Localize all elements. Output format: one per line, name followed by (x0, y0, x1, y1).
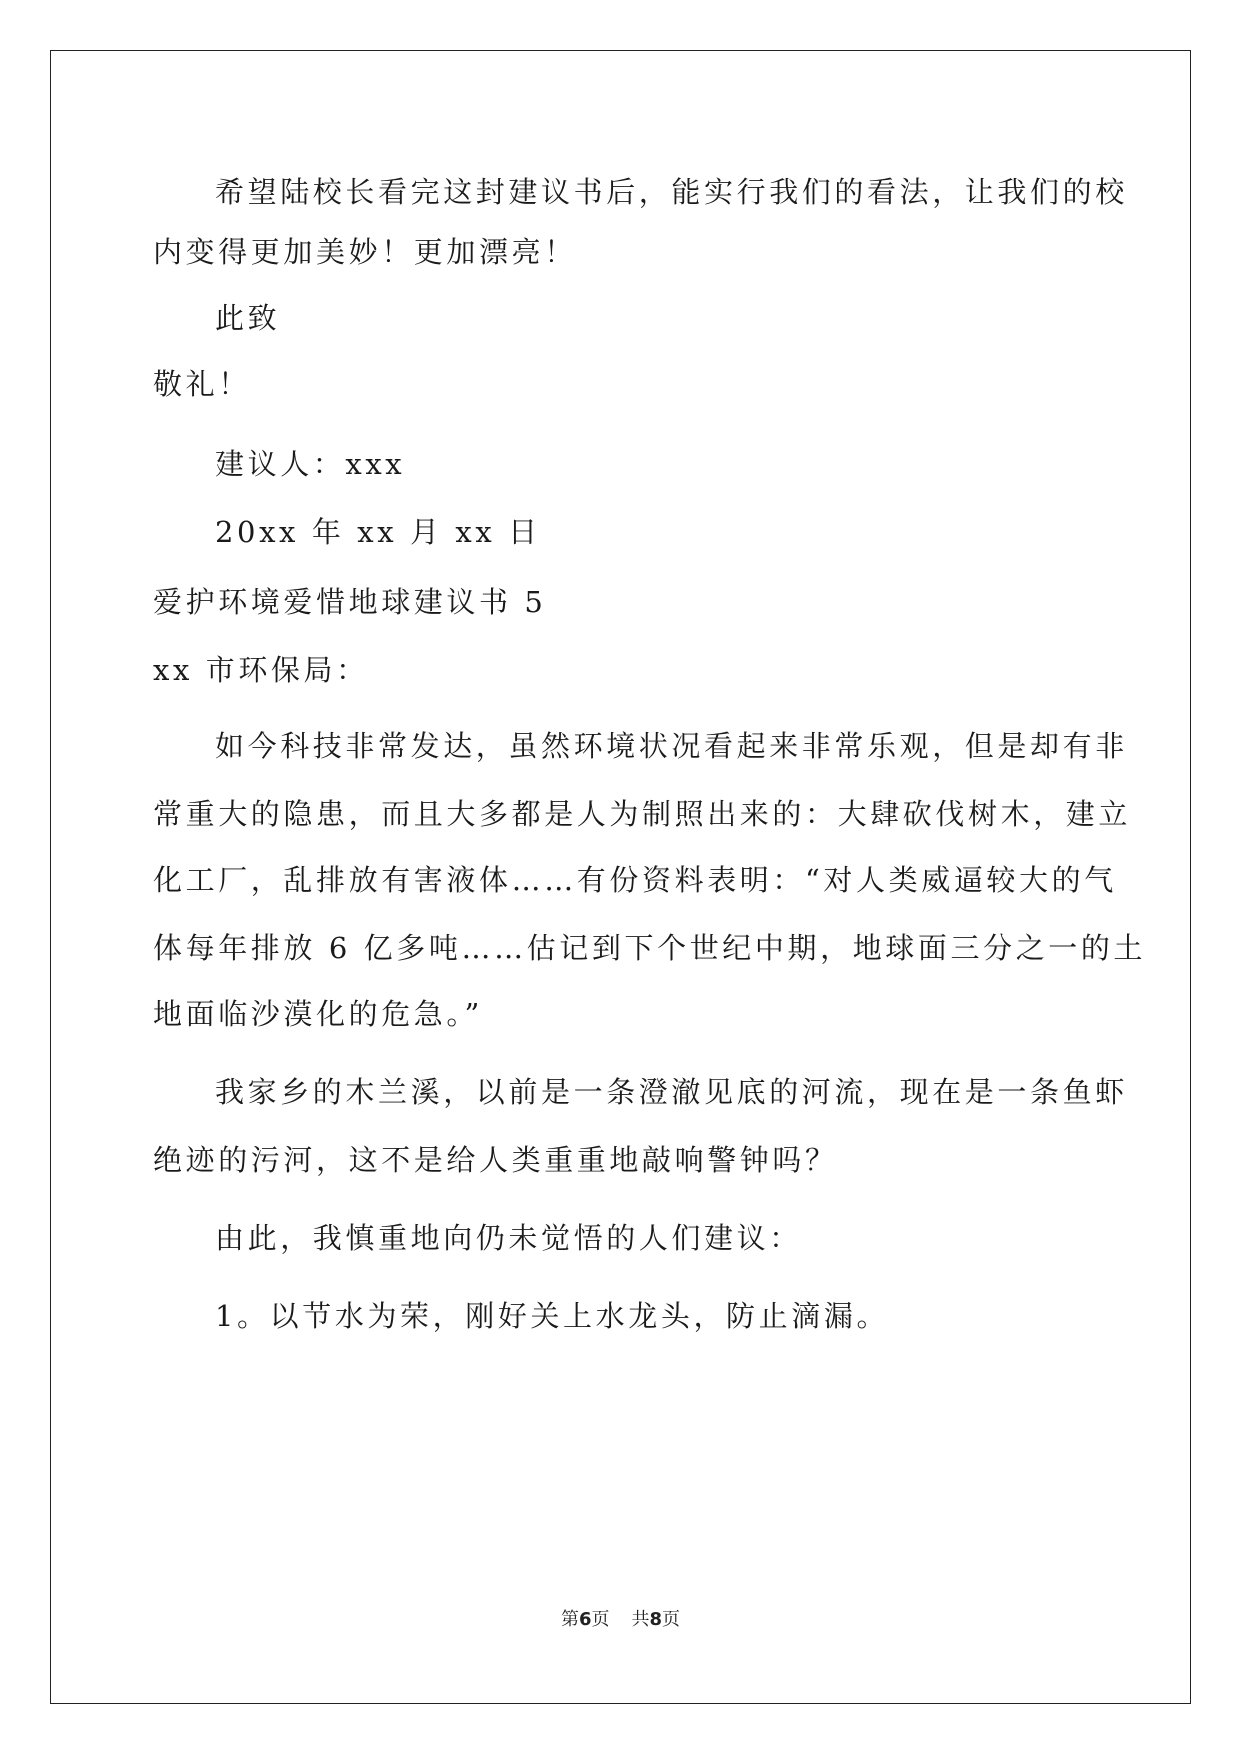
signatory: 建议人：xxx (215, 447, 406, 481)
body-line-10: 由此，我慎重地向仍未觉悟的人们建议： (215, 1221, 802, 1255)
body-line-8: 我家乡的木兰溪，以前是一条澄澈见底的河流，现在是一条鱼虾 (215, 1075, 1128, 1109)
footer-total-unit: 页 (662, 1609, 681, 1630)
body-line-2: 内变得更加美妙！更加漂亮！ (153, 235, 577, 269)
suggestion-item-1: 1。以节水为荣，刚好关上水龙头，防止滴漏。 (215, 1299, 890, 1333)
footer-page-number: 6 (578, 1609, 592, 1630)
body-line-1: 希望陆校长看完这封建议书后，能实行我们的看法，让我们的校 (215, 175, 1128, 209)
footer-page-prefix: 第 (560, 1609, 579, 1630)
recipient: xx 市环保局： (153, 653, 369, 687)
body-line-3: 如今科技非常发达，虽然环境状况看起来非常乐观，但是却有非 (215, 729, 1128, 763)
page-footer (0, 1608, 1241, 1632)
body-line-7: 地面临沙漠化的危急。” (153, 997, 483, 1031)
body-line-5: 化工厂，乱排放有害液体……有份资料表明：“对人类威逼较大的气 (153, 863, 1117, 897)
footer-page-unit: 页 (591, 1609, 610, 1630)
body-line-6: 体每年排放 6 亿多吨……估记到下个世纪中期，地球面三分之一的土 (153, 931, 1147, 965)
closing-regards: 敬礼！ (153, 367, 251, 401)
section-title: 爱护环境爱惜地球建议书 5 (153, 585, 547, 619)
date-line: 20xx 年 xx 月 xx 日 (215, 515, 541, 549)
footer-total-pages: 8 (649, 1609, 663, 1630)
body-line-4: 常重大的隐患，而且大多都是人为制照出来的：大肆砍伐树木，建立 (153, 797, 1132, 831)
footer-total-prefix: 共 (631, 1609, 650, 1630)
closing-salutation: 此致 (215, 301, 281, 335)
body-line-9: 绝迹的污河，这不是给人类重重地敲响警钟吗？ (153, 1143, 838, 1177)
